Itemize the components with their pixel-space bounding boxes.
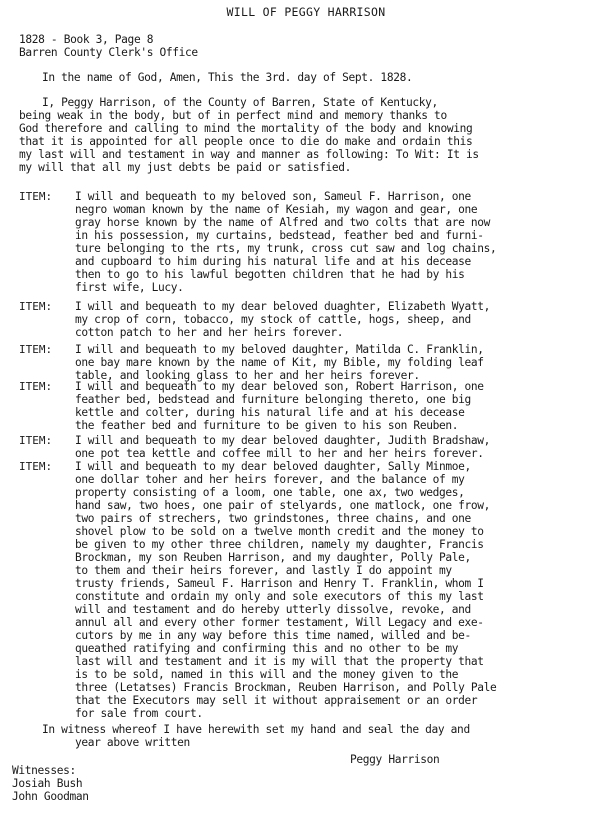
item-label: ITEM: (19, 460, 53, 473)
item-line: one bay mare known by the name of Kit, my Bible, my folding leaf (75, 356, 484, 369)
preamble-line: I, Peggy Harrison, of the County of Barren, State of Kentucky, (42, 96, 438, 109)
preamble-line: my last will and testament in way and manner as following: To Wit: It is (19, 148, 479, 161)
signature-name: Peggy Harrison (350, 753, 440, 766)
witnesses-heading: Witnesses: (12, 764, 76, 777)
item-line: I will and bequeath to my dear beloved daughter, Sally Minmoe, (75, 460, 471, 473)
item-line: will and testament and do hereby utterly dissolve, revoke, and (75, 603, 471, 616)
item-line: cotton patch to her and her heirs forever. (75, 326, 344, 339)
book-reference: 1828 - Book 3, Page 8 (19, 33, 154, 46)
opening-line: In the name of God, Amen, This the 3rd. day of Sept. 1828. (42, 71, 413, 84)
item-line: gray horse known by the name of Alfred and two colts that are now (75, 216, 491, 229)
item-line: negro woman known by the name of Kesiah, my wagon and gear, one (75, 203, 478, 216)
preamble-line: my will that all my just debts be paid or satisfied. (19, 161, 352, 174)
item-line: I will and bequeath to my dear beloved son, Robert Harrison, one (75, 380, 484, 393)
item-line: the feather bed and furniture to be given to his son Reuben. (75, 419, 459, 432)
item-line: first wife, Lucy. (75, 281, 184, 294)
item-line: in his possession, my curtains, bedstead, feather bed and furni- (75, 229, 484, 242)
item-line: hand saw, two hoes, one pair of stelyards, one matlock, one frow, (75, 499, 491, 512)
preamble-line: being weak in the body, but of in perfect mind and memory thanks to (19, 109, 447, 122)
item-line: trusty friends, Sameul F. Harrison and Henry T. Franklin, whom I (75, 577, 484, 590)
item-line: and cupboard to him during his natural life and at his decease (75, 255, 471, 268)
item-line: then to go to his lawful begotten children that he had by his (75, 268, 465, 281)
item-line: one pot tea kettle and coffee mill to her and her heirs forever. (75, 447, 484, 460)
item-line: Brockman, my son Reuben Harrison, and my daughter, Polly Pale, (75, 551, 471, 564)
item-line: to them and their heirs forever, and lastly I do appoint my (75, 564, 452, 577)
item-line: I will and bequeath to my dear beloved duaghter, Elizabeth Wyatt, (75, 300, 491, 313)
office-reference: Barren County Clerk's Office (19, 46, 198, 59)
item-line: three (Letatses) Francis Brockman, Reuben Harrison, and Polly Pale (75, 681, 497, 694)
item-line: table, and looking glass to her and her heirs forever. (75, 369, 420, 382)
preamble-line: God therefore and calling to mind the mortality of the body and knowing (19, 122, 473, 135)
item-line: that the Executors may sell it without appraisement or an order (75, 694, 478, 707)
witness-name: Josiah Bush (12, 777, 83, 790)
closing-line: In witness whereof I have herewith set my hand and seal the day and (42, 723, 470, 736)
item-line: I will and bequeath to my beloved daughter, Matilda C. Franklin, (75, 343, 484, 356)
item-label: ITEM: (19, 343, 53, 356)
item-line: shovel plow to be sold on a twelve month credit and the money to (75, 525, 484, 538)
item-label: ITEM: (19, 380, 53, 393)
item-line: my crop of corn, tobacco, my stock of cattle, hogs, sheep, and (75, 313, 471, 326)
item-line: is to be sold, named in this will and the money given to the (75, 668, 459, 681)
item-line: be given to my other three children, namely my daughter, Francis (75, 538, 484, 551)
item-line: cutors by me in any way before this time named, willed and be- (75, 629, 471, 642)
item-line: constitute and ordain my only and sole executors of this my last (75, 590, 484, 603)
item-line: annul all and every other former testament, Will Legacy and exe- (75, 616, 484, 629)
item-label: ITEM: (19, 190, 53, 203)
item-line: property consisting of a loom, one table, one ax, two wedges, (75, 486, 465, 499)
item-line: feather bed, bedstead and furniture belonging thereto, one big (75, 393, 471, 406)
preamble-line: that it is appointed for all people once to die do make and ordain this (19, 135, 473, 148)
item-line: last will and testament and it is my will that the property that (75, 655, 484, 668)
closing-line: year above written (75, 736, 190, 749)
item-line: queathed ratifying and confirming this and no other to be my (75, 642, 459, 655)
item-label: ITEM: (19, 300, 53, 313)
item-label: ITEM: (19, 434, 53, 447)
item-line: for sale from court. (75, 707, 203, 720)
document-title: WILL OF PEGGY HARRISON (226, 5, 386, 19)
item-line: kettle and colter, during his natural life and at his decease (75, 406, 465, 419)
witness-name: John Goodman (12, 790, 89, 803)
item-line: one dollar toher and her heirs forever, and the balance of my (75, 473, 465, 486)
item-line: two pairs of strechers, two grindstones, three chains, and one (75, 512, 471, 525)
item-line: I will and bequeath to my beloved son, Sameul F. Harrison, one (75, 190, 471, 203)
item-line: I will and bequeath to my dear beloved daughter, Judith Bradshaw, (75, 434, 491, 447)
item-line: ture belonging to the rts, my trunk, cross cut saw and log chains, (75, 242, 497, 255)
